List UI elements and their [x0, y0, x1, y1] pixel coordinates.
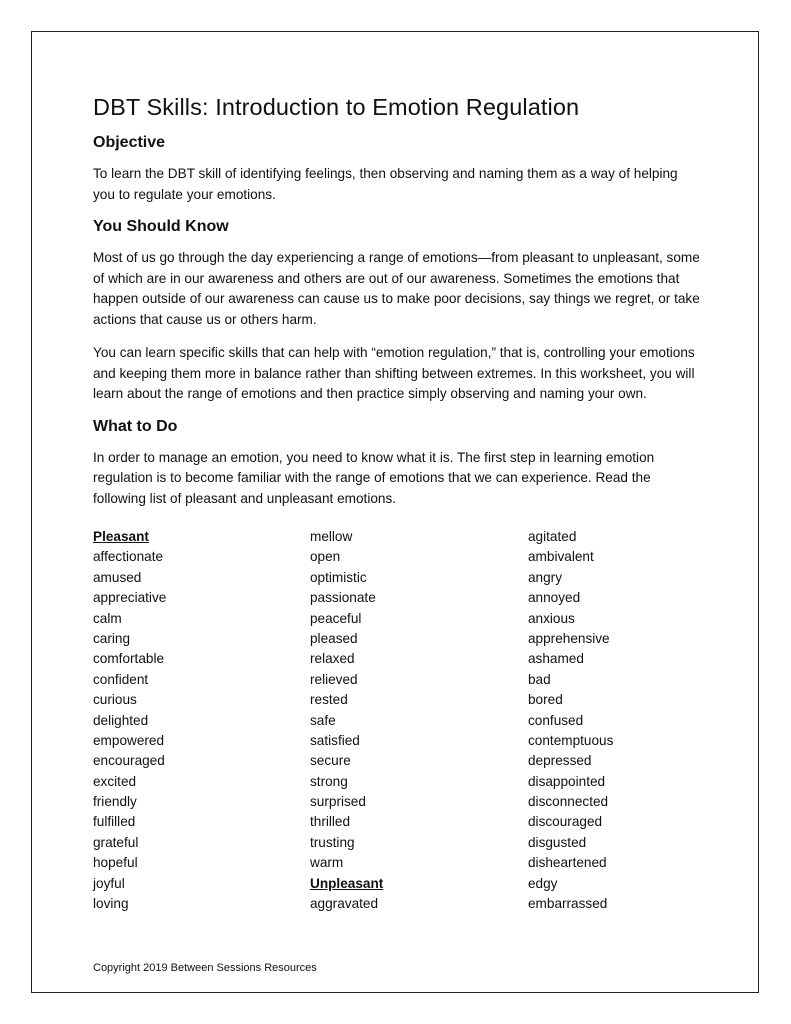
emotion-word: relieved	[310, 671, 358, 687]
emotion-word: depressed	[528, 753, 592, 769]
emotion-word: joyful	[93, 875, 125, 891]
emotion-word: disheartened	[528, 855, 607, 871]
emotion-word: warm	[310, 855, 344, 871]
emotion-word: anxious	[528, 610, 575, 626]
copyright-footer: Copyright 2019 Between Sessions Resources	[93, 962, 317, 974]
emotion-column-2	[310, 527, 500, 914]
emotion-word: mellow	[310, 529, 353, 544]
emotion-word: calm	[93, 610, 122, 626]
emotion-word: optimistic	[310, 569, 367, 585]
emotion-word: edgy	[528, 875, 558, 891]
emotion-word: surprised	[310, 794, 366, 810]
what-to-do-paragraph: In order to manage an emotion, you need to know what it is. The first step in learning emotion regulation is to become familiar with the range of emotions that we can experience. Read the following list of pleasant and unpleasant emotions.	[93, 449, 655, 506]
emotion-word: bad	[528, 671, 551, 687]
emotion-word: friendly	[93, 794, 137, 810]
emotion-word: amused	[93, 569, 142, 585]
emotion-word: rested	[310, 692, 348, 708]
emotion-column-3	[528, 527, 718, 914]
emotion-word: trusting	[310, 834, 355, 850]
emotion-word: comfortable	[93, 651, 165, 667]
emotion-word: bored	[528, 692, 563, 708]
emotion-word: pleased	[310, 630, 358, 646]
emotion-word: embarrassed	[528, 896, 608, 912]
emotion-word: appreciative	[93, 590, 167, 606]
emotion-word: discouraged	[528, 814, 603, 830]
emotion-word: caring	[93, 630, 131, 646]
emotion-word: disgusted	[528, 834, 587, 850]
emotion-word: apprehensive	[528, 630, 610, 646]
emotion-word: grateful	[93, 834, 139, 850]
heading-what-to-do: What to Do	[93, 417, 178, 435]
emotion-word: hopeful	[93, 855, 138, 871]
emotion-word: empowered	[93, 732, 165, 748]
emotion-word: excited	[93, 773, 137, 789]
emotion-list-header: Unpleasant	[310, 875, 384, 891]
emotion-word: confident	[93, 671, 149, 687]
emotion-word: strong	[310, 773, 348, 789]
emotion-word: open	[310, 549, 341, 565]
heading-objective: Objective	[93, 134, 166, 151]
emotion-word: relaxed	[310, 651, 355, 667]
emotion-word: delighted	[93, 712, 149, 728]
heading-you-should-know: You Should Know	[93, 218, 229, 235]
you-should-know-paragraph-1: Most of us go through the day experiencing a range of emotions—from pleasant to unpleasant, some of which are in our awareness and others are out of our awareness. Sometimes the emotions that happen outside of our awareness can cause us to make poor decisions, say things we regret, or take actions that cause us or others harm.	[93, 250, 700, 327]
emotion-word: safe	[310, 712, 336, 728]
emotion-word: fulfilled	[93, 814, 136, 830]
emotion-word: ashamed	[528, 651, 584, 667]
you-should-know-paragraph-2: You can learn specific skills that can help with “emotion regulation,” that is, controlling your emotions and keeping them more in balance rather than shifting between extremes. In this worksheet, you will learn about the range of emotions and then practice simply observing and naming your own.	[93, 345, 695, 401]
emotion-word: passionate	[310, 590, 376, 606]
emotion-word: thrilled	[310, 814, 351, 830]
emotion-word: peaceful	[310, 610, 362, 626]
emotion-word: ambivalent	[528, 549, 594, 565]
document-body	[93, 94, 703, 522]
emotion-word: secure	[310, 753, 351, 769]
emotion-word: encouraged	[93, 753, 165, 769]
emotion-word: satisfied	[310, 732, 360, 748]
emotion-word: annoyed	[528, 590, 581, 606]
emotion-word: affectionate	[93, 549, 164, 565]
emotion-column-1	[93, 527, 283, 914]
emotion-word: contemptuous	[528, 732, 614, 748]
emotion-word: agitated	[528, 529, 577, 544]
emotion-list-header: Pleasant	[93, 529, 149, 544]
emotion-word: disappointed	[528, 773, 606, 789]
emotion-word: loving	[93, 896, 129, 912]
emotion-word: disconnected	[528, 794, 609, 810]
page-title: DBT Skills: Introduction to Emotion Regulation	[93, 94, 580, 120]
emotion-word: curious	[93, 692, 137, 708]
emotion-word: aggravated	[310, 896, 379, 912]
objective-paragraph: To learn the DBT skill of identifying feelings, then observing and naming them as a way of helping you to regulate your emotions.	[93, 166, 678, 202]
emotion-word: confused	[528, 712, 584, 728]
emotion-word: angry	[528, 569, 563, 585]
